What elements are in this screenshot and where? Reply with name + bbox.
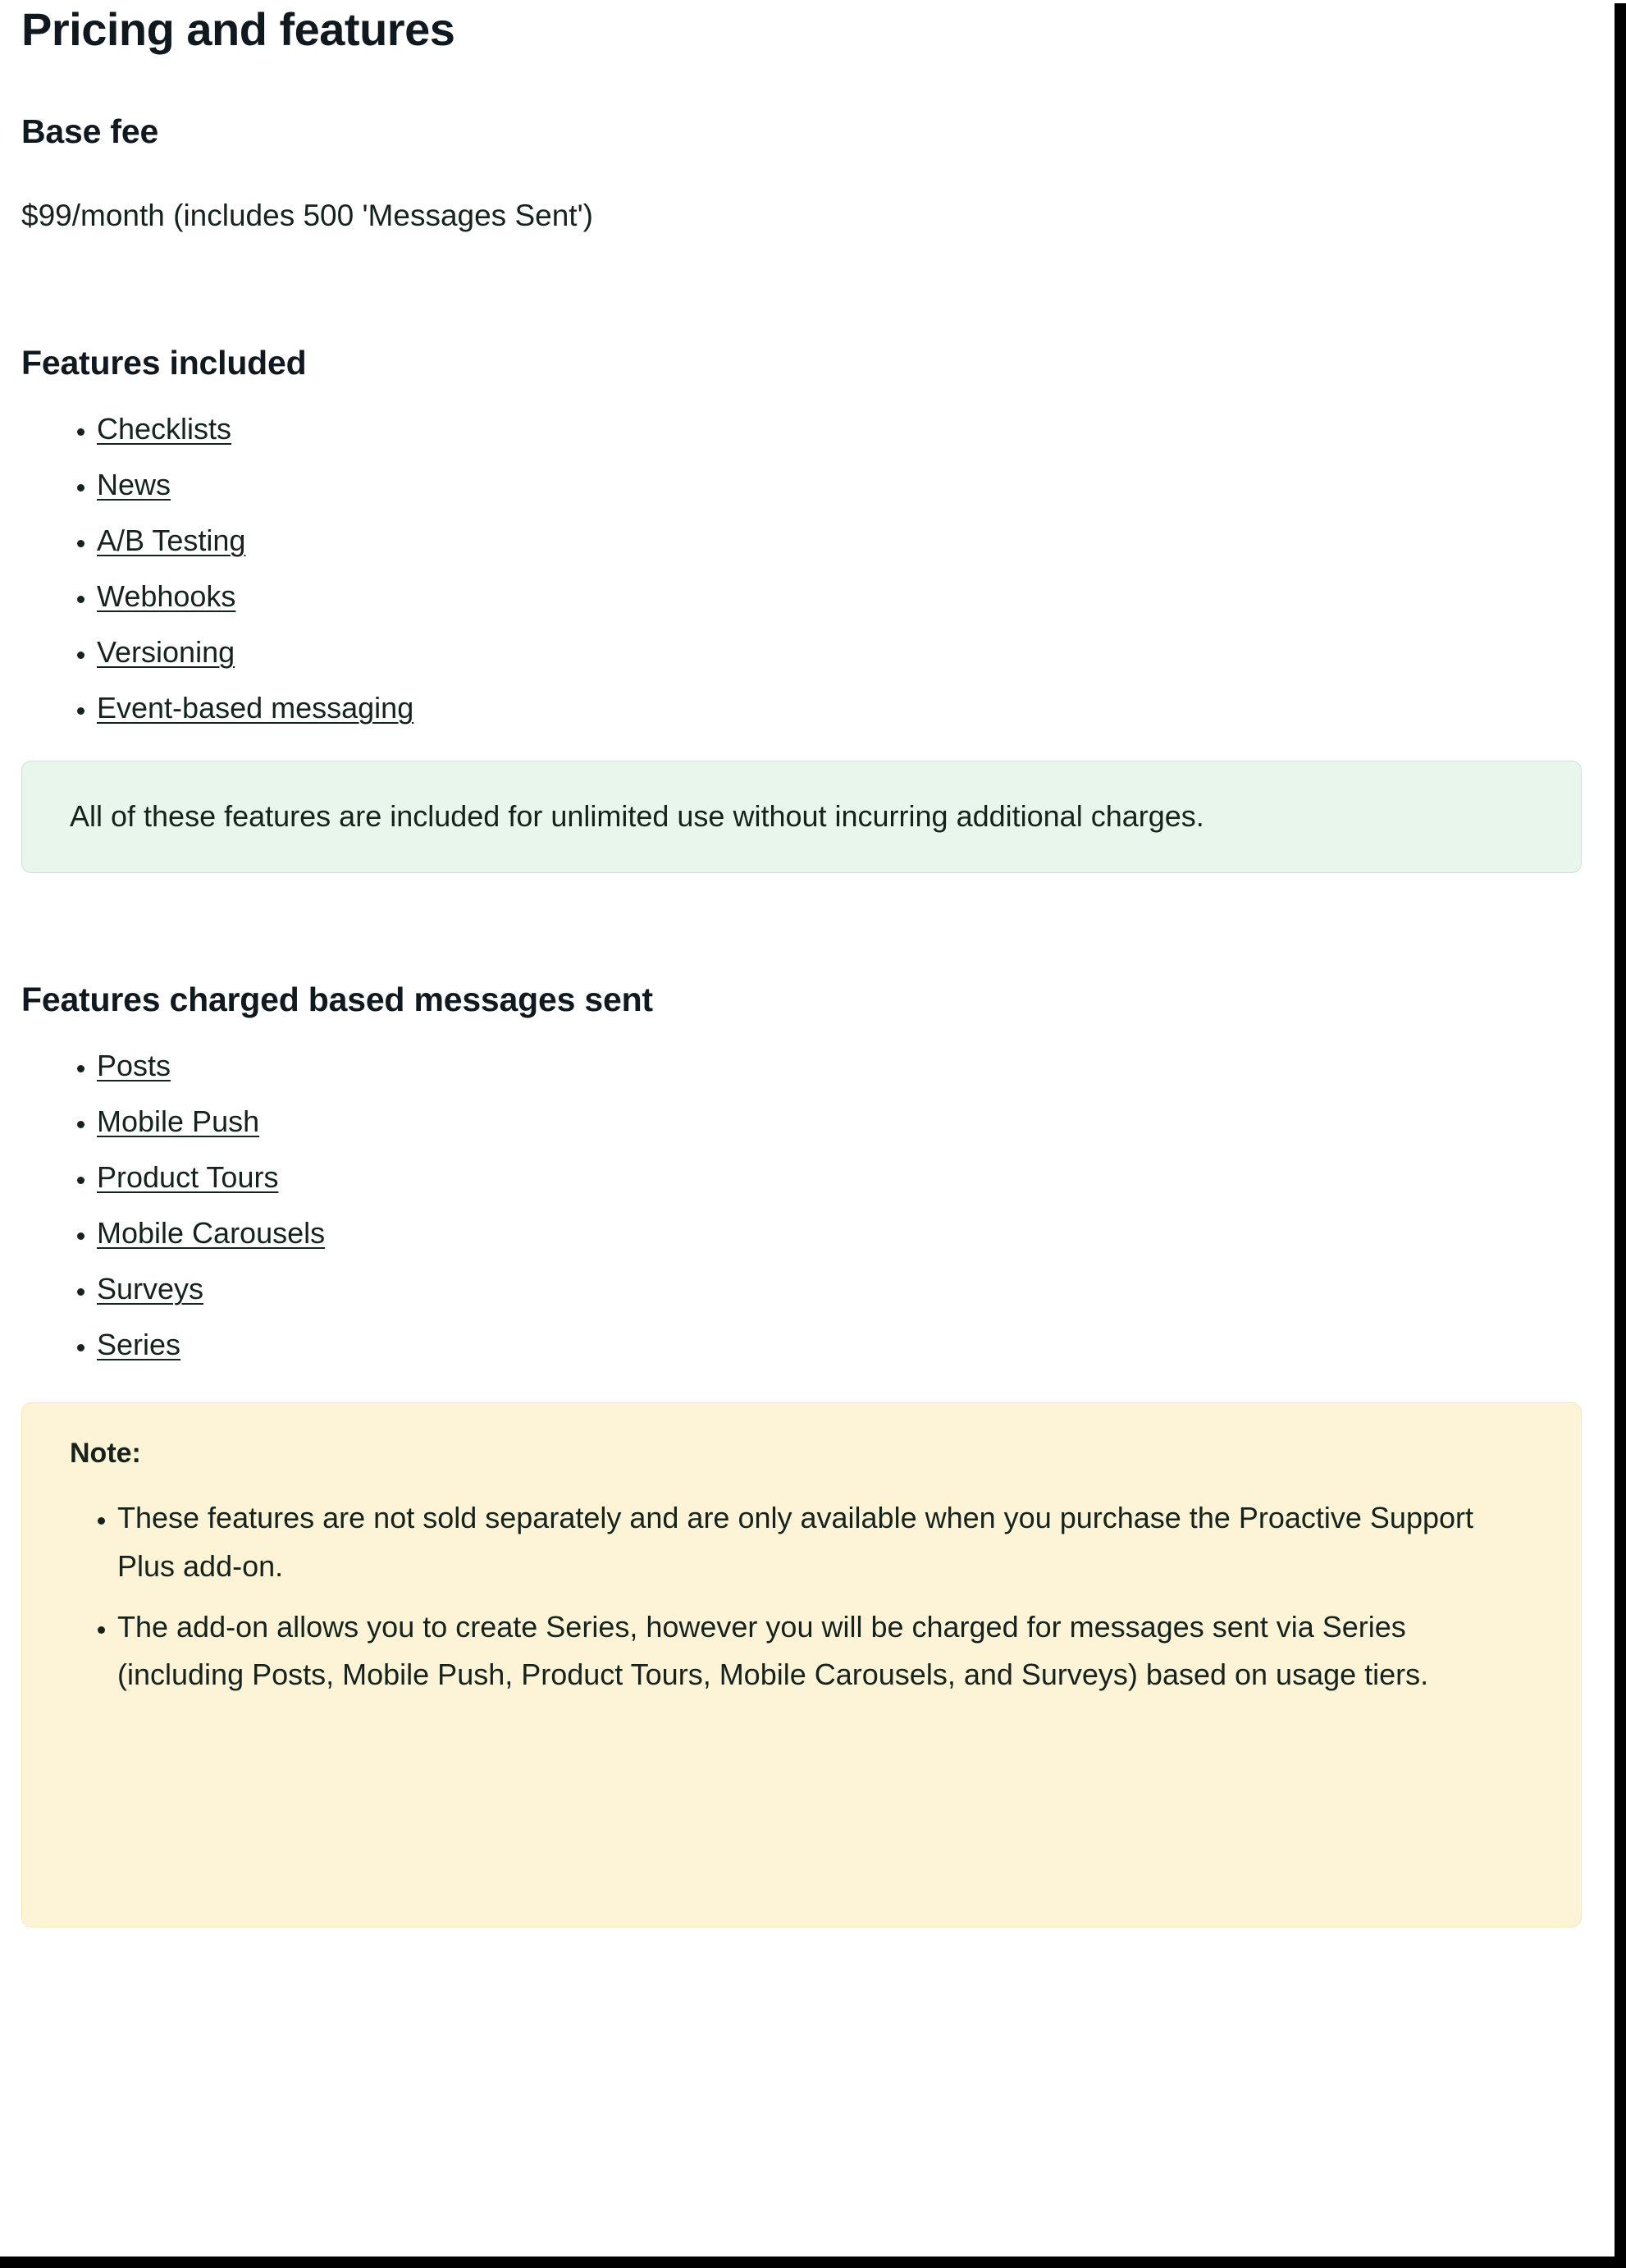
section-heading-base-fee: Base fee	[21, 112, 159, 151]
base-fee-text: $99/month (includes 500 'Messages Sent')	[21, 198, 593, 232]
feature-link[interactable]: Surveys	[97, 1272, 204, 1306]
list-item	[97, 634, 1582, 669]
list-item	[97, 1216, 1582, 1251]
features-included-list	[21, 411, 1582, 725]
list-item	[97, 1051, 1582, 1081]
charged-features-list	[21, 1051, 1582, 1360]
list-item	[97, 523, 1582, 557]
info-callout-text: All of these features are included for unlimited use without incurring additional charges.	[70, 798, 1204, 833]
feature-link[interactable]: Checklists	[97, 411, 232, 446]
list-item: • These features are not sold separately and are only available when you purchase the Proactive Support Plus add-on.	[117, 1494, 1533, 1590]
feature-link[interactable]: Versioning	[97, 634, 235, 669]
feature-link[interactable]: Mobile Push	[97, 1104, 260, 1139]
list-item	[97, 1274, 1582, 1304]
feature-link[interactable]: Mobile Carousels	[97, 1216, 326, 1251]
list-item	[97, 1104, 1582, 1139]
section-heading-features-included: Features included	[21, 343, 307, 382]
feature-link[interactable]: Product Tours	[97, 1160, 279, 1195]
document-page	[0, 3, 1615, 1927]
note-label: Note:	[70, 1438, 141, 1470]
feature-link[interactable]: Webhooks	[97, 578, 236, 613]
list-item	[97, 690, 1582, 725]
note-callout	[21, 1402, 1582, 1927]
section-heading-charged-features: Features charged based messages sent	[21, 981, 653, 1019]
list-item: • The add-on allows you to create Series, however you will be charged for messages sent via Series (including Posts, Mobile Push, Product Tours, Mobile Carousels, and Surveys) based on usage tiers.	[117, 1603, 1533, 1699]
note-bullet-list	[70, 1494, 1533, 1699]
list-item	[97, 1160, 1582, 1195]
info-callout	[21, 761, 1582, 874]
feature-link[interactable]: Posts	[97, 1049, 171, 1083]
list-item	[97, 578, 1582, 613]
feature-link[interactable]: Event-based messaging	[97, 690, 414, 725]
list-item	[97, 467, 1582, 501]
list-item	[97, 1330, 1582, 1360]
feature-link[interactable]: A/B Testing	[97, 523, 246, 557]
feature-link[interactable]: Series	[97, 1328, 181, 1362]
page-title: Pricing and features	[21, 3, 455, 55]
list-item	[97, 411, 1582, 446]
feature-link[interactable]: News	[97, 467, 171, 501]
